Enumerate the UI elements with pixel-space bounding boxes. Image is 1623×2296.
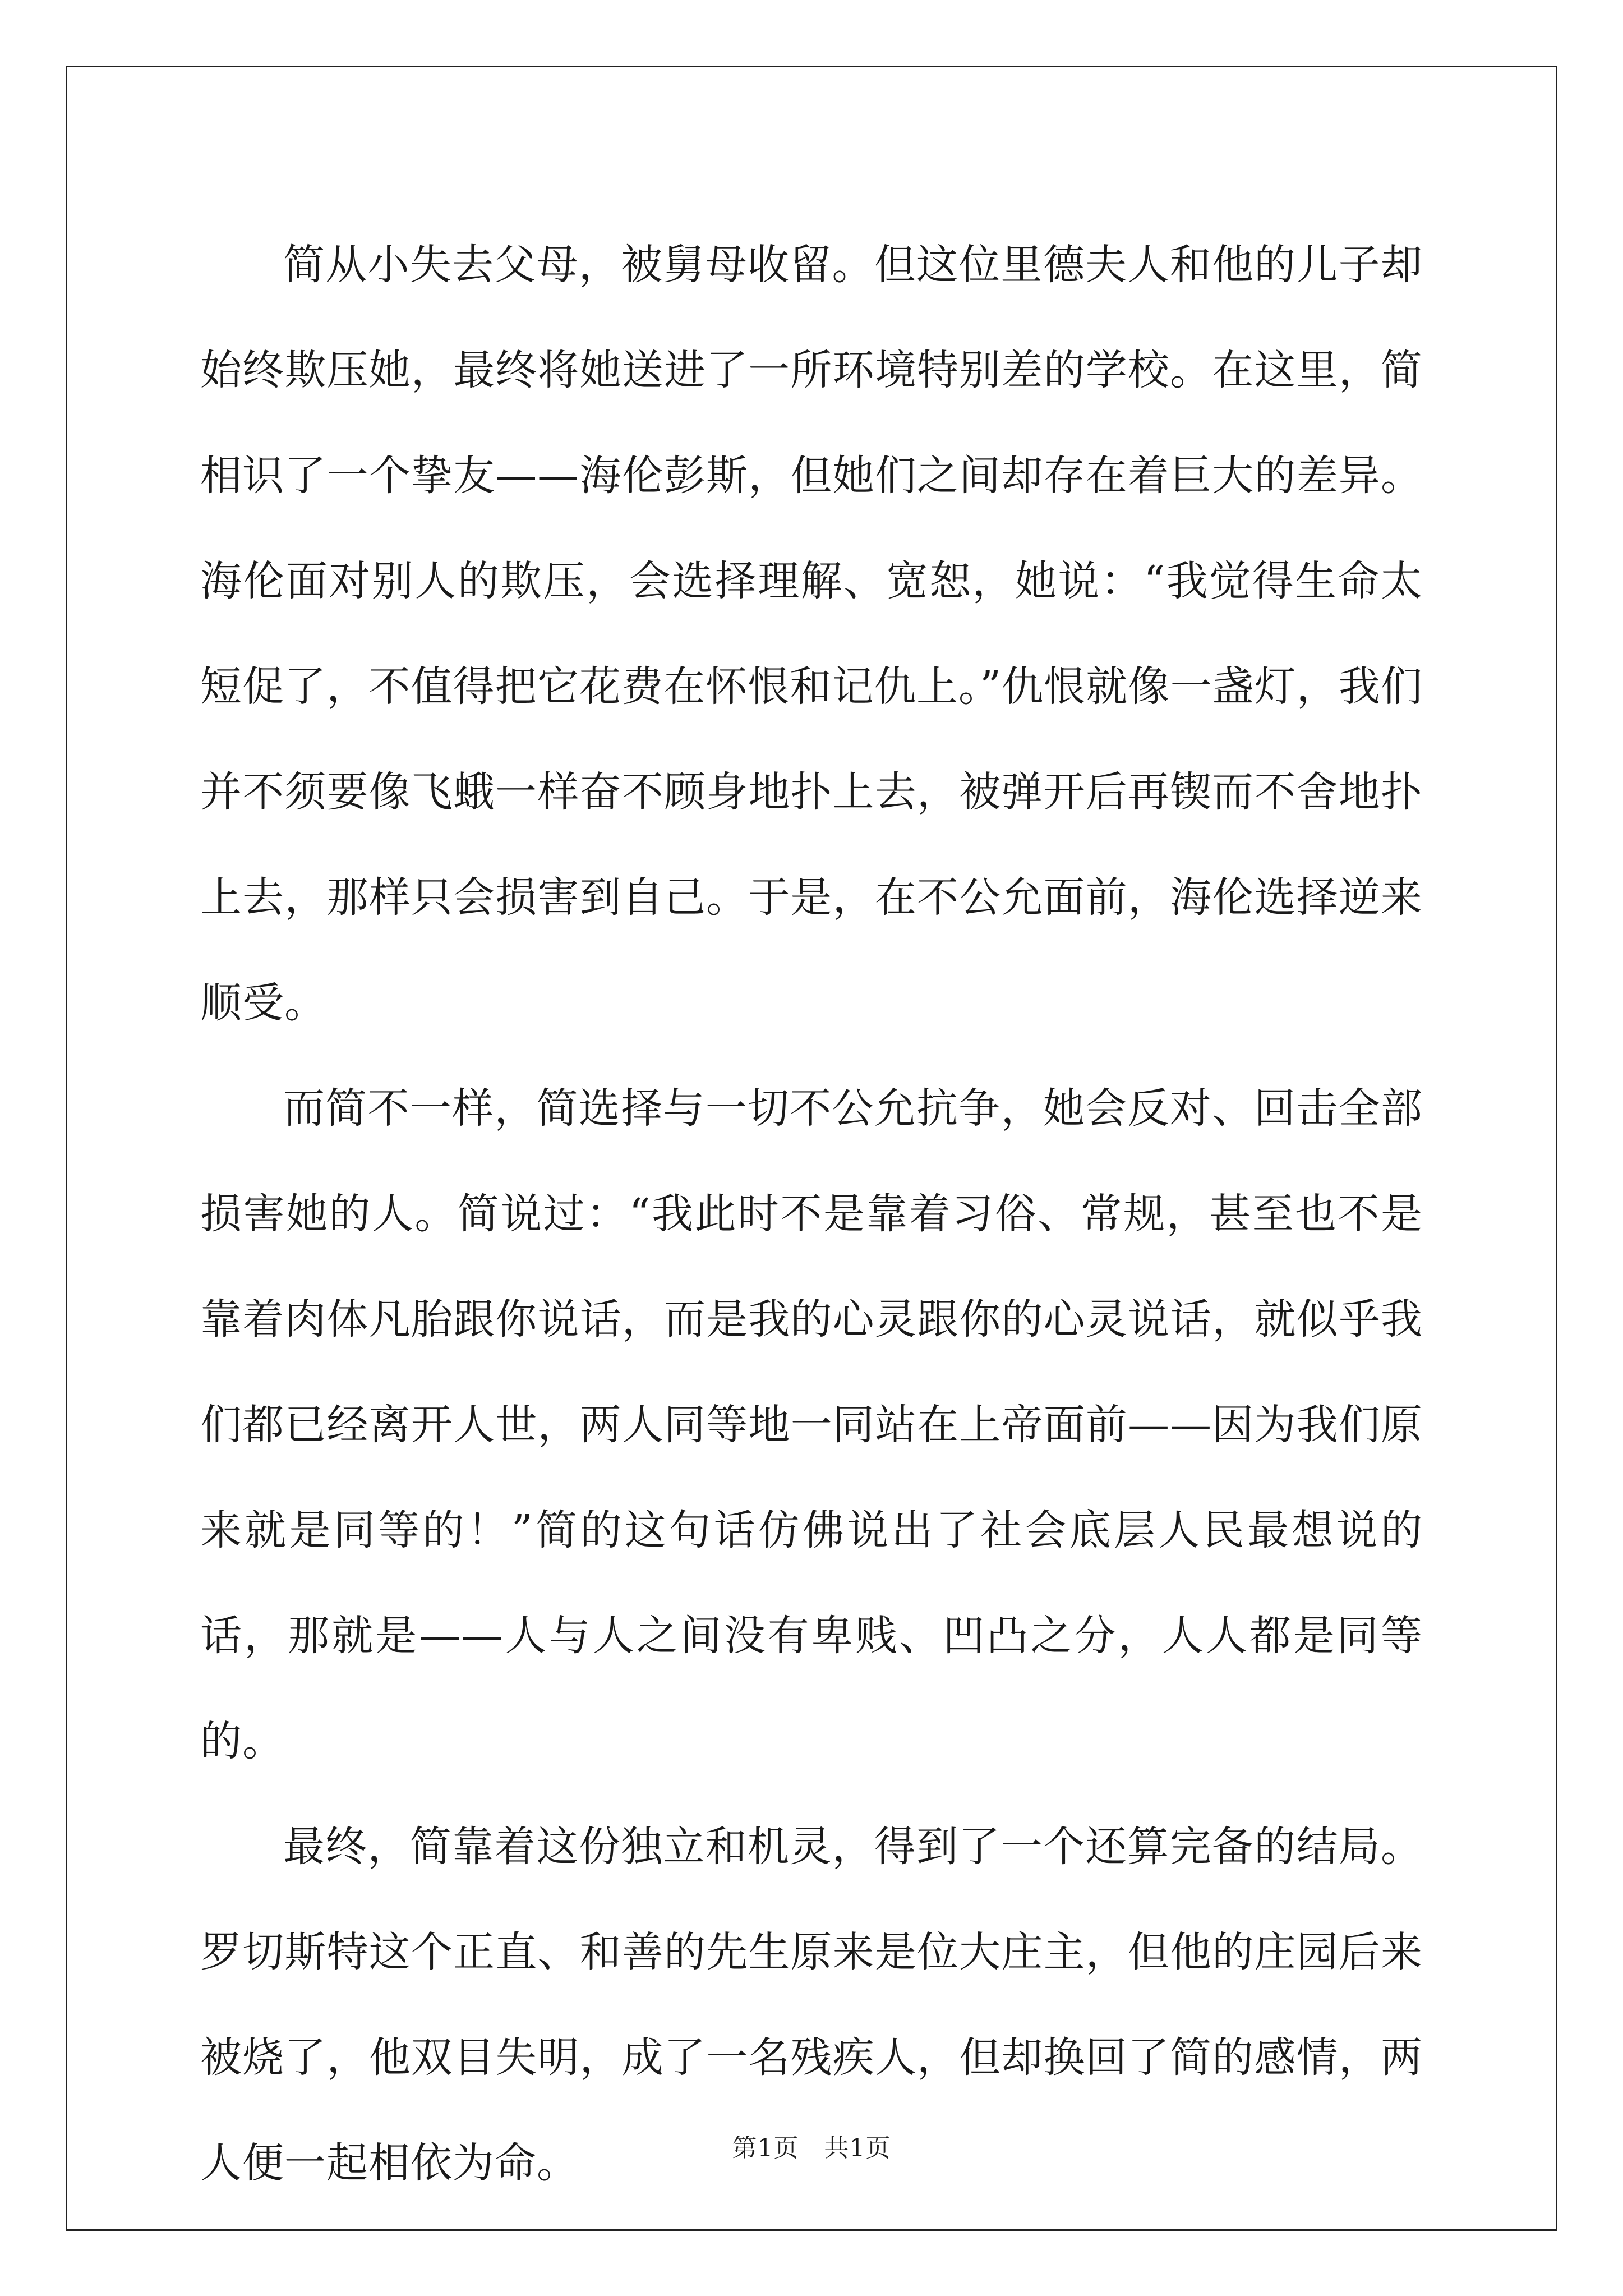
- page-footer: [0, 2132, 1623, 2165]
- paragraph-1: 简从小失去父母，被舅母收留。但这位里德夫人和他的儿子却始终欺压她，最终将她送进了一所环境特别差的学校。在这里，简相识了一个挚友——海伦彭斯，但她们之间却存在着巨大的差异。海伦面对别人的欺压，会选择理解、宽恕，她说：“我觉得生命太短促了，不值得把它花费在怀恨和记仇上。”仇恨就像一盏灯，我们并不须要像飞蛾一样奋不顾身地扑上去，被弹开后再锲而不舍地扑上去，那样只会损害到自己。于是，在不公允面前，海伦选择逆来顺受。: [200, 241, 1423, 1027]
- footer-spacer: [799, 2134, 824, 2162]
- paragraph-3: 最终，简靠着这份独立和机灵，得到了一个还算完备的结局。罗切斯特这个正直、和善的先生原来是位大庄主，但他的庄园后来被烧了，他双目失明，成了一名残疾人，但却换回了简的感情，两人便一起相依为命。: [200, 1823, 1423, 2187]
- document-body: [200, 212, 1423, 2216]
- page-number: 第1页: [732, 2134, 799, 2162]
- page-total: 共1页: [824, 2134, 891, 2162]
- paragraph-2: 而简不一样，简选择与一切不公允抗争，她会反对、回击全部损害她的人。简说过：“我此时不是靠着习俗、常规，甚至也不是靠着肉体凡胎跟你说话，而是我的心灵跟你的心灵说话，就似乎我们都已经离开人世，两人同等地一同站在上帝面前——因为我们原来就是同等的！”简的这句话仿佛说出了社会底层人民最想说的话，那就是——人与人之间没有卑贱、凹凸之分，人人都是同等的。: [200, 1084, 1423, 1765]
